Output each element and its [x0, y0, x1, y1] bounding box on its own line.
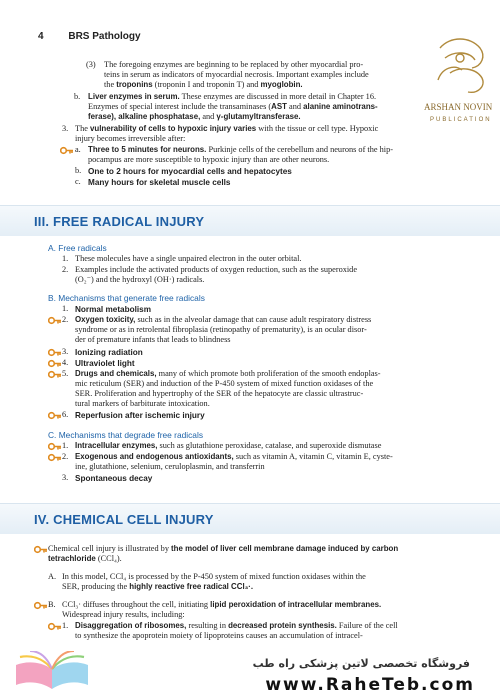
- item-bb-number: b.: [75, 166, 82, 175]
- C1-text: Intracellular enzymes, such as glutathione peroxidase, catalase, and superoxide dismutase: [75, 441, 382, 450]
- A1-text: These molecules have a single unpaired electron in the outer orbital.: [75, 254, 302, 263]
- B6-text: Reperfusion after ischemic injury: [75, 411, 205, 420]
- watermark-persian-text: فروشگاه تخصصی لاتین پزشکی راه طب: [252, 657, 470, 670]
- chem-B1-number: 1.: [62, 621, 69, 630]
- publisher-logo: [420, 28, 500, 128]
- item-3-line-3: the troponins (troponin I and troponin T) and myoglobin.: [104, 80, 303, 89]
- subheading-b: B. Mechanisms that generate free radicals: [48, 293, 205, 303]
- B5-line-3: SER. Proliferation and hypertrophy of the SER of the hepatocyte are classic ultrastruc-: [75, 389, 364, 398]
- logo-tagline: PUBLICATION: [430, 117, 492, 123]
- running-header: [38, 31, 141, 42]
- A1-number: 1.: [62, 254, 69, 263]
- B3-text: Ionizing radiation: [75, 348, 143, 357]
- B1-text: Normal metabolism: [75, 305, 151, 314]
- chem-intro-line-1: Chemical cell injury is illustrated by the model of liver cell membrane damage induced by carbon: [48, 544, 399, 553]
- item-b-line-1: Liver enzymes in serum. These enzymes are discussed in more detail in Chapter 16.: [88, 92, 377, 101]
- B2-line-3: der of premature infants that leads to blindness: [75, 335, 231, 344]
- B3-number: 3.: [62, 347, 69, 356]
- A2-line-2: (O₂⁻) and the hydroxyl (OH·) radicals.: [75, 275, 205, 284]
- B1-number: 1.: [62, 304, 69, 313]
- page-number: 4: [38, 31, 44, 42]
- key-icon: [48, 411, 62, 420]
- B5-line-4: tural markers of barbiturate intoxication.: [75, 399, 210, 408]
- key-icon: [48, 359, 62, 368]
- chem-A-number: A.: [48, 572, 57, 581]
- item-a-line-2: pocampus are more susceptible to hypoxic injury than are other neurons.: [88, 155, 330, 164]
- item-b-number: b.: [74, 92, 81, 101]
- C3-number: 3.: [62, 473, 69, 482]
- section-title-chemical: IV. CHEMICAL CELL INJURY: [34, 512, 214, 527]
- B2-line-1: Oxygen toxicity, such as in the alveolar damage that can cause adult respiratory distress: [75, 315, 372, 324]
- B5-number: 5.: [62, 369, 69, 378]
- C2-number: 2.: [62, 452, 69, 461]
- item-c-number: c.: [75, 177, 81, 186]
- C3-text: Spontaneous decay: [75, 474, 153, 483]
- logo-brand: ARSHAN NOVIN: [424, 102, 493, 112]
- key-icon: [48, 453, 62, 462]
- subheading-c: C. Mechanisms that degrade free radicals: [48, 430, 204, 440]
- section-title-free-radical: III. FREE RADICAL INJURY: [34, 214, 205, 229]
- open-book-logo-icon: [12, 651, 92, 693]
- chem-B-line-1: CCl₃· diffuses throughout the cell, initiating lipid peroxidation of intracellular membranes.: [62, 600, 382, 609]
- key-icon: [60, 146, 74, 155]
- key-icon: [48, 370, 62, 379]
- B2-line-2: syndrome or as in retrolental fibroplasia (retinopathy of prematurity), is an ocular disor-: [75, 325, 367, 334]
- watermark-url: www.RaheTeb.com: [265, 675, 475, 695]
- chem-B-line-2: Widespread injury results, including:: [62, 610, 185, 619]
- item-a-number: a.: [75, 145, 81, 154]
- chem-B1-line-1: Disaggregation of ribosomes, resulting in decreased protein synthesis. Failure of the cell: [75, 621, 398, 630]
- B4-text: Ultraviolet light: [75, 359, 135, 368]
- item-b-line-2: Enzymes of special interest include the transaminases (AST and alanine aminotrans-: [88, 102, 378, 111]
- item-c-text: Many hours for skeletal muscle cells: [88, 178, 231, 187]
- key-icon: [48, 622, 62, 631]
- subheading-a: A. Free radicals: [48, 243, 107, 253]
- item-3-hypoxic-line-1: The vulnerability of cells to hypoxic injury varies with the tissue or cell type. Hypoxic: [75, 124, 379, 133]
- C1-number: 1.: [62, 441, 69, 450]
- A2-number: 2.: [62, 265, 69, 274]
- chem-A-line-2: SER, producing the highly reactive free radical CCl₃·.: [62, 582, 254, 591]
- item-a-line-1: Three to 5 minutes for neurons. Purkinje cells of the cerebellum and neurons of the hip-: [88, 145, 393, 154]
- section-band-chemical: [0, 503, 500, 534]
- item-b-line-3: ferase), alkaline phosphatase, and γ-glutamyltransferase.: [88, 112, 301, 121]
- section-band-free-radical: [0, 205, 500, 236]
- B4-number: 4.: [62, 358, 69, 367]
- item-3-line-2: teins in serum as indicators of myocardial necrosis. Important examples include: [104, 70, 369, 79]
- running-title: BRS Pathology: [68, 31, 141, 42]
- key-icon: [34, 545, 48, 554]
- watermark-footer: [0, 645, 500, 700]
- C2-line-1: Exogenous and endogenous antioxidants, such as vitamin A, vitamin C, vitamin E, cyste-: [75, 452, 393, 461]
- chem-B-number: B.: [48, 600, 56, 609]
- key-icon: [48, 348, 62, 357]
- B6-number: 6.: [62, 410, 69, 419]
- key-icon: [48, 442, 62, 451]
- chem-A-line-1: In this model, CCl₄ is processed by the P-450 system of mixed function oxidases within the: [62, 572, 366, 581]
- key-icon: [34, 601, 48, 610]
- chem-intro-line-2: tetrachloride (CCl₄).: [48, 554, 122, 563]
- A2-line-1: Examples include the activated products of oxygen reduction, such as the superoxide: [75, 265, 358, 274]
- item-3-line-1: The foregoing enzymes are beginning to be replaced by other myocardial pro-: [104, 60, 364, 69]
- item-3-number: (3): [86, 60, 96, 69]
- key-icon: [48, 316, 62, 325]
- B5-line-2: mic reticulum (SER) and induction of the P-450 system of mixed function oxidases of the: [75, 379, 374, 388]
- item-bb-text: One to 2 hours for myocardial cells and hepatocytes: [88, 167, 292, 176]
- B2-number: 2.: [62, 315, 69, 324]
- item-3-hypoxic-number: 3.: [62, 124, 69, 133]
- chem-B1-line-2: to synthesize the apoprotein moiety of lipoproteins causes an accumulation of intracel-: [75, 631, 363, 640]
- C2-line-2: ine, glutathione, selenium, ceruloplasmin, and transferrin: [75, 462, 265, 471]
- B5-line-1: Drugs and chemicals, many of which promote both proliferation of the smooth endoplas-: [75, 369, 381, 378]
- item-3-hypoxic-line-2: injury becomes irreversible after:: [75, 134, 186, 143]
